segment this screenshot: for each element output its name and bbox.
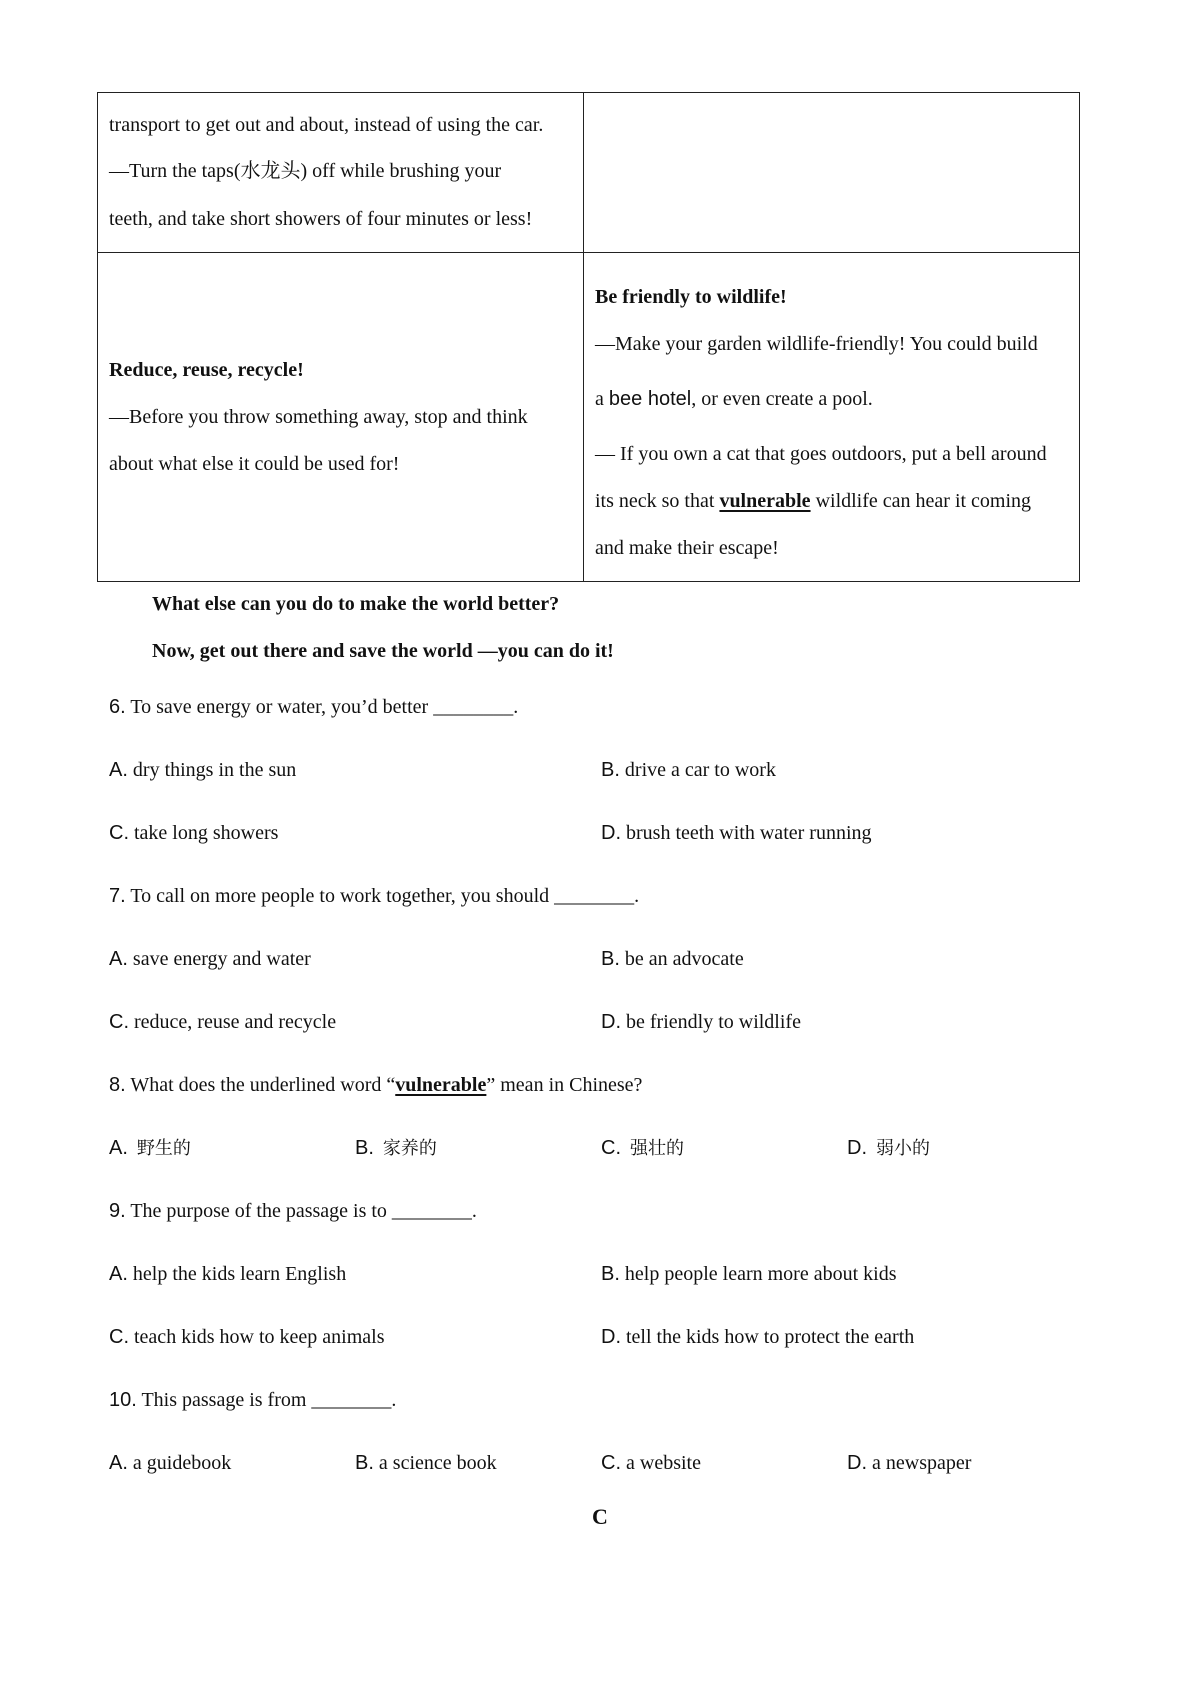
- option-letter: C.: [601, 1137, 621, 1159]
- option-8a[interactable]: [109, 1136, 191, 1161]
- option-letter: D.: [601, 822, 621, 844]
- option-letter: D.: [847, 1137, 867, 1159]
- option-text: 强壮的: [630, 1138, 684, 1159]
- table-cell-r2c1: [98, 253, 584, 581]
- option-text: help people learn more about kids: [619, 1263, 897, 1285]
- option-letter: B.: [355, 1452, 374, 1474]
- option-text: teach kids how to keep animals: [129, 1326, 385, 1348]
- option-letter: C.: [109, 822, 129, 844]
- cell-line: transport to get out and about, instead of using the car.: [109, 114, 544, 136]
- closing-call: Now, get out there and save the world —you can do it!: [152, 640, 614, 662]
- option-6a[interactable]: [109, 758, 296, 782]
- option-text: reduce, reuse and recycle: [129, 1011, 337, 1033]
- option-9c[interactable]: [109, 1325, 385, 1349]
- option-7b[interactable]: [601, 947, 744, 971]
- question-7: [109, 884, 639, 908]
- option-10c[interactable]: [601, 1451, 701, 1475]
- option-text: be friendly to wildlife: [621, 1011, 801, 1033]
- option-8b[interactable]: [355, 1136, 437, 1161]
- question-text: ” mean in Chinese?: [486, 1074, 643, 1096]
- option-text: dry things in the sun: [127, 759, 297, 781]
- option-7a[interactable]: [109, 947, 311, 971]
- question-text: To save energy or water, you’d better ________.: [125, 696, 519, 718]
- question-number: 7.: [109, 885, 126, 907]
- question-8: [109, 1073, 642, 1097]
- section-heading: C: [592, 1504, 608, 1529]
- question-number: 10.: [109, 1389, 137, 1411]
- cell-text: wildlife can hear it coming: [810, 490, 1032, 512]
- table-cell-r1c2: [584, 93, 1079, 253]
- option-8d[interactable]: [847, 1136, 930, 1161]
- option-text: tell the kids how to protect the earth: [621, 1326, 915, 1348]
- option-letter: D.: [601, 1011, 621, 1033]
- cell-line: about what else it could be used for!: [109, 453, 400, 475]
- option-letter: C.: [109, 1326, 129, 1348]
- cell-line: —Turn the taps(水龙头) off while brushing your: [109, 160, 502, 182]
- option-text: drive a car to work: [619, 759, 776, 781]
- table-cell-r2c2: [584, 253, 1079, 581]
- option-letter: B.: [601, 1263, 620, 1285]
- option-letter: C.: [109, 1011, 129, 1033]
- closing-question: What else can you do to make the world better?: [152, 593, 560, 615]
- question-text: This passage is from ________.: [136, 1389, 397, 1411]
- cell-heading: Be friendly to wildlife!: [595, 286, 787, 308]
- cell-line: —Before you throw something away, stop and think: [109, 406, 528, 428]
- option-letter: A.: [109, 1263, 128, 1285]
- option-letter: A.: [109, 759, 128, 781]
- question-text: The purpose of the passage is to ________.: [125, 1200, 477, 1222]
- option-6d[interactable]: [601, 821, 872, 845]
- bee-hotel-term: bee hotel: [608, 388, 692, 410]
- question-6: [109, 695, 518, 719]
- cell-text: a: [595, 388, 609, 410]
- option-text: a website: [621, 1452, 701, 1474]
- option-10b[interactable]: [355, 1451, 497, 1475]
- table-cell-r1c1: [98, 93, 584, 253]
- advice-table: [97, 92, 1080, 582]
- option-10a[interactable]: [109, 1451, 231, 1475]
- cell-line: [595, 489, 1031, 513]
- option-text: a newspaper: [867, 1452, 972, 1474]
- option-text: a science book: [373, 1452, 497, 1474]
- option-9b[interactable]: [601, 1262, 897, 1286]
- option-text: be an advocate: [619, 948, 744, 970]
- cell-text: , or even create a pool.: [691, 388, 873, 410]
- cell-line: — If you own a cat that goes outdoors, put a bell around: [595, 443, 1047, 465]
- cell-line: [595, 387, 873, 411]
- underlined-word: vulnerable: [719, 490, 811, 512]
- option-text: 野生的: [136, 1138, 191, 1159]
- cell-line: and make their escape!: [595, 537, 779, 559]
- option-7d[interactable]: [601, 1010, 801, 1034]
- option-text: brush teeth with water running: [621, 822, 872, 844]
- option-text: 弱小的: [876, 1138, 930, 1159]
- question-number: 8.: [109, 1074, 126, 1096]
- option-letter: A.: [109, 948, 128, 970]
- cell-text: its neck so that: [595, 490, 720, 512]
- cell-line: teeth, and take short showers of four minutes or less!: [109, 208, 533, 230]
- option-6b[interactable]: [601, 758, 776, 782]
- option-letter: C.: [601, 1452, 621, 1474]
- option-text: a guidebook: [127, 1452, 232, 1474]
- option-9d[interactable]: [601, 1325, 914, 1349]
- option-letter: B.: [601, 948, 620, 970]
- option-6c[interactable]: [109, 821, 278, 845]
- option-9a[interactable]: [109, 1262, 346, 1286]
- question-text: What does the underlined word “: [125, 1074, 396, 1096]
- question-text: To call on more people to work together, you should ________.: [125, 885, 640, 907]
- option-letter: A.: [109, 1452, 128, 1474]
- option-letter: D.: [847, 1452, 867, 1474]
- option-text: take long showers: [129, 822, 279, 844]
- question-number: 9.: [109, 1200, 126, 1222]
- underlined-word: vulnerable: [395, 1074, 487, 1096]
- cell-heading: Reduce, reuse, recycle!: [109, 359, 304, 381]
- option-letter: D.: [601, 1326, 621, 1348]
- option-10d[interactable]: [847, 1451, 971, 1475]
- option-text: 家养的: [382, 1138, 437, 1159]
- option-text: save energy and water: [127, 948, 311, 970]
- question-10: [109, 1388, 396, 1412]
- option-7c[interactable]: [109, 1010, 336, 1034]
- option-letter: A.: [109, 1137, 128, 1159]
- option-letter: B.: [601, 759, 620, 781]
- option-text: help the kids learn English: [127, 1263, 347, 1285]
- cell-line: —Make your garden wildlife-friendly! You could build: [595, 333, 1038, 355]
- question-number: 6.: [109, 696, 126, 718]
- option-8c[interactable]: [601, 1136, 684, 1161]
- option-letter: B.: [355, 1137, 374, 1159]
- question-9: [109, 1199, 477, 1223]
